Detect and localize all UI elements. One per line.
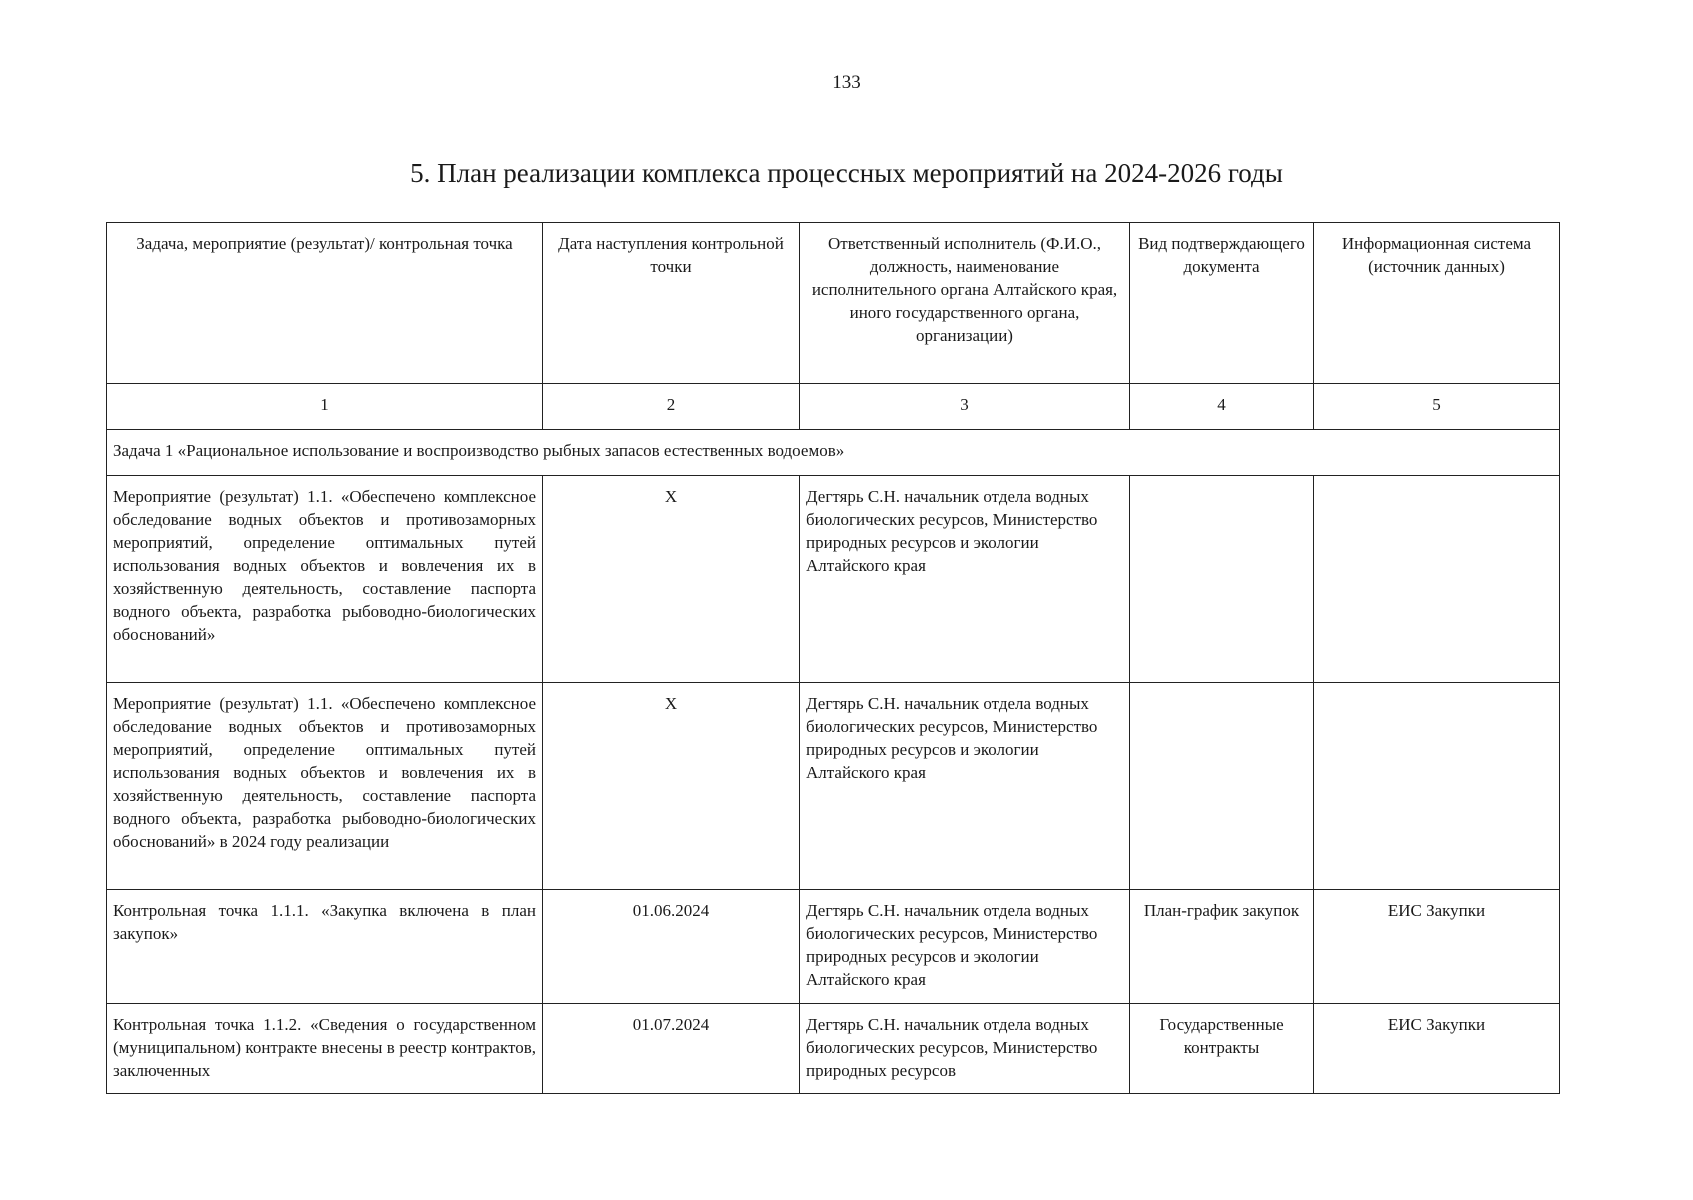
responsible-cell: Дегтярь С.Н. начальник отдела водных биологических ресурсов, Министерство природных ресурсов и экологии Алтайского края	[800, 476, 1130, 683]
column-number: 2	[543, 384, 800, 430]
column-number: 3	[800, 384, 1130, 430]
column-number: 5	[1314, 384, 1560, 430]
date-cell: X	[543, 683, 800, 890]
responsible-cell: Дегтярь С.Н. начальник отдела водных биологических ресурсов, Министерство природных ресурсов и экологии Алтайского края	[800, 683, 1130, 890]
implementation-plan-table	[106, 222, 1560, 1094]
column-number-row	[107, 384, 1560, 430]
document-cell: План-график закупок	[1130, 890, 1314, 1004]
system-cell: ЕИС Закупки	[1314, 890, 1560, 1004]
header-responsible: Ответственный исполнитель (Ф.И.О., должность, наименование исполнительного органа Алтайского края, иного государственного органа, организации)	[800, 223, 1130, 384]
responsible-cell: Дегтярь С.Н. начальник отдела водных биологических ресурсов, Министерство природных ресурсов и экологии Алтайского края	[800, 890, 1130, 1004]
task-row	[107, 430, 1560, 476]
table-row	[107, 890, 1560, 1004]
task-title: Задача 1 «Рациональное использование и воспроизводство рыбных запасов естественных водоемов»	[107, 430, 1560, 476]
table-row	[107, 1004, 1560, 1094]
item-cell: Мероприятие (результат) 1.1. «Обеспечено комплексное обследование водных объектов и противозаморных мероприятий, определение оптимальных путей использования водных объектов и вовлечения их в хозяйственную деятельность, составление паспорта водного объекта, разработка рыбоводно-биологических обоснований»	[107, 476, 543, 683]
item-cell: Контрольная точка 1.1.1. «Закупка включена в план закупок»	[107, 890, 543, 1004]
table-header-row	[107, 223, 1560, 384]
document-cell	[1130, 476, 1314, 683]
system-cell: ЕИС Закупки	[1314, 1004, 1560, 1094]
item-cell: Мероприятие (результат) 1.1. «Обеспечено комплексное обследование водных объектов и противозаморных мероприятий, определение оптимальных путей использования водных объектов и вовлечения их в хозяйственную деятельность, составление паспорта водного объекта, разработка рыбоводно-биологических обоснований» в 2024 году реализации	[107, 683, 543, 890]
header-date: Дата наступления контрольной точки	[543, 223, 800, 384]
date-cell: 01.07.2024	[543, 1004, 800, 1094]
header-task: Задача, мероприятие (результат)/ контрольная точка	[107, 223, 543, 384]
system-cell	[1314, 476, 1560, 683]
column-number: 1	[107, 384, 543, 430]
responsible-cell: Дегтярь С.Н. начальник отдела водных биологических ресурсов, Министерство природных ресурсов	[800, 1004, 1130, 1094]
column-number: 4	[1130, 384, 1314, 430]
table-row	[107, 683, 1560, 890]
table-row	[107, 476, 1560, 683]
header-document: Вид подтверждающего документа	[1130, 223, 1314, 384]
document-cell: Государственные контракты	[1130, 1004, 1314, 1094]
header-system: Информационная система (источник данных)	[1314, 223, 1560, 384]
document-title: 5. План реализации комплекса процессных мероприятий на 2024-2026 годы	[410, 158, 1283, 188]
document-cell	[1130, 683, 1314, 890]
date-cell: 01.06.2024	[543, 890, 800, 1004]
date-cell: X	[543, 476, 800, 683]
system-cell	[1314, 683, 1560, 890]
page-number: 133	[832, 72, 861, 93]
item-cell: Контрольная точка 1.1.2. «Сведения о государственном (муниципальном) контракте внесены в реестр контрактов, заключенных	[107, 1004, 543, 1094]
